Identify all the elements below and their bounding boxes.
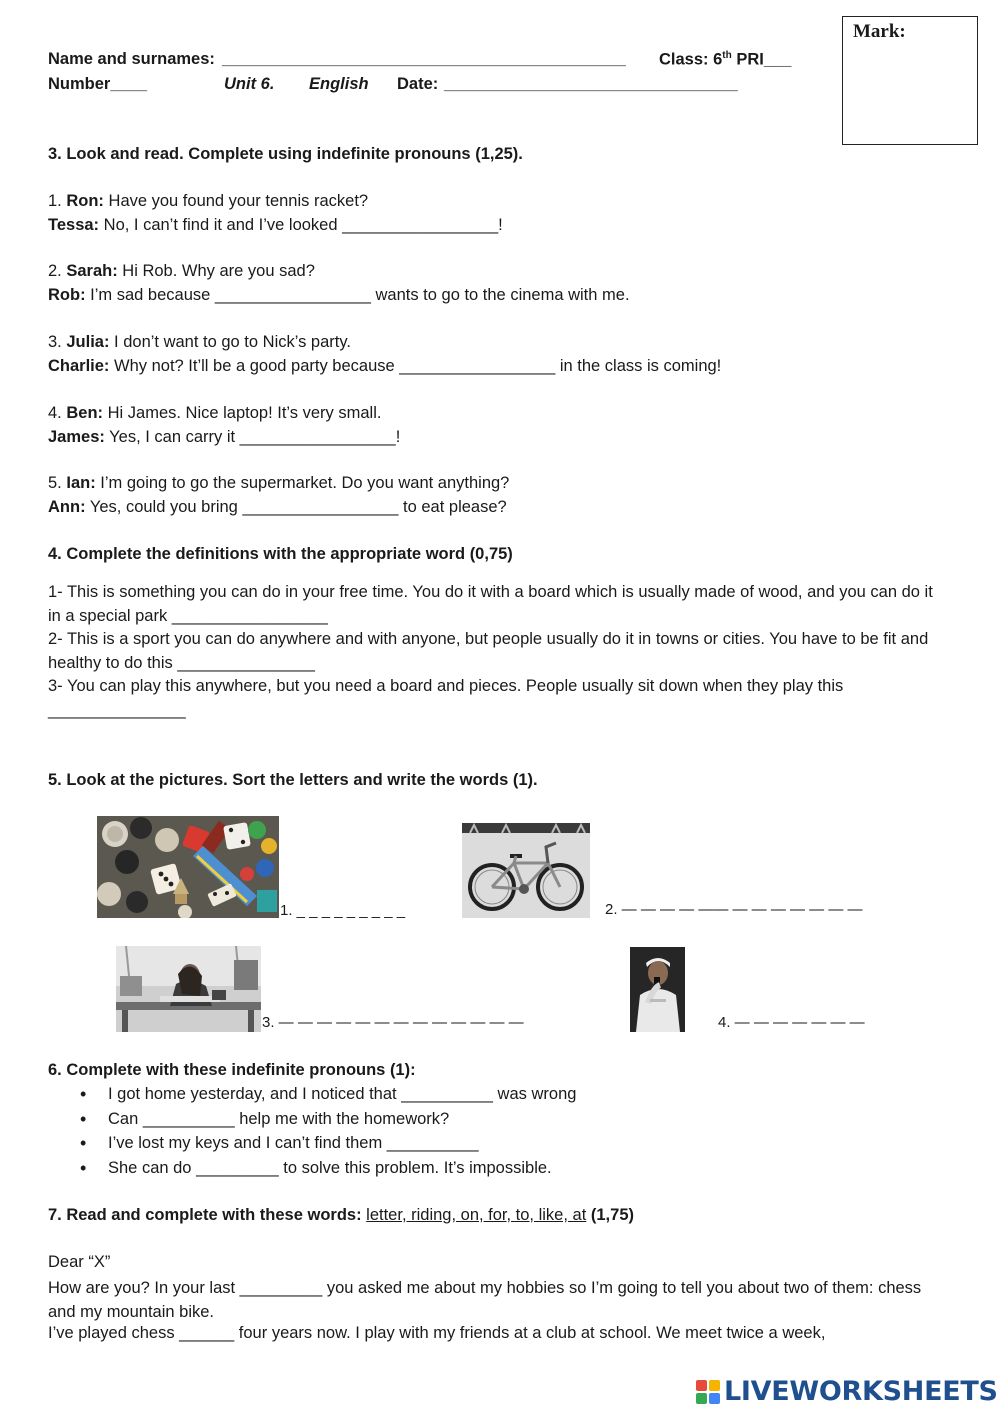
definition-1[interactable]: 1- This is something you can do in your free time. You do it with a board which is usually made of wood, and you can do it in a special park _________________ xyxy=(48,583,933,625)
dialogue-text: I’m going to go the supermarket. Do you want anything? xyxy=(95,474,510,492)
list-item[interactable]: • Can __________ help me with the homework? xyxy=(108,1107,576,1132)
speaker: Rob: xyxy=(48,286,86,304)
definition-3[interactable]: 3- You can play this anywhere, but you need a board and pieces. People usually sit down when they play this _______________ xyxy=(48,677,844,719)
speaker: Ben: xyxy=(66,404,104,422)
dialogue-5-line-1 xyxy=(48,474,509,493)
section7-score: (1,75) xyxy=(590,1206,634,1224)
caption-3[interactable]: 3. — — — — — — — — — — — — — xyxy=(262,1014,524,1031)
dialogue-1-num: 1. xyxy=(48,192,62,210)
dialogue-text[interactable]: Why not? It’ll be a good party because _________________ in the class is coming! xyxy=(109,357,722,375)
speaker: Julia: xyxy=(66,333,110,351)
name-blank[interactable]: ____________________________________________ xyxy=(222,50,626,68)
section4-title: 4. Complete the definitions with the appropriate word (0,75) xyxy=(48,545,513,563)
dialogue-5-num: 5. xyxy=(48,474,62,492)
dialogue-text: Hi James. Nice laptop! It’s very small. xyxy=(103,404,382,422)
speaker: James: xyxy=(48,428,105,446)
speaker: Sarah: xyxy=(66,262,118,280)
word-bank: letter, riding, on, for, to, like, at xyxy=(366,1206,587,1224)
section6-list xyxy=(48,1082,576,1180)
mark-box[interactable] xyxy=(842,16,978,145)
dialogue-3-line-1 xyxy=(48,333,351,352)
section6-title: 6. Complete with these indefinite pronouns (1): xyxy=(48,1061,416,1079)
definition-2[interactable]: 2- This is a sport you can do anywhere and with anyone, but people usually do it in towns or cities. You have to be fit and healthy to do this _______________ xyxy=(48,630,929,672)
dialogue-text[interactable]: No, I can’t find it and I’ve looked _________________! xyxy=(99,216,503,234)
rapper-illustration xyxy=(630,947,685,1032)
caption-1[interactable]: 1. _ _ _ _ _ _ _ _ _ xyxy=(280,902,406,919)
number-field[interactable]: Number____ xyxy=(48,75,148,93)
list-item[interactable]: • I’ve lost my keys and I can’t find them __________ xyxy=(108,1131,576,1156)
logo-square-red xyxy=(696,1380,707,1391)
rapper-image xyxy=(630,947,685,1032)
dialogue-3-num: 3. xyxy=(48,333,62,351)
class-field[interactable] xyxy=(659,50,791,70)
dialogue-text[interactable]: Yes, I can carry it _________________! xyxy=(104,428,401,446)
subject-label: English xyxy=(309,75,369,93)
name-label: Name and surnames: xyxy=(48,50,215,68)
list-item[interactable]: • I got home yesterday, and I noticed that __________ was wrong xyxy=(108,1082,576,1107)
liveworksheets-logo[interactable] xyxy=(696,1376,998,1407)
speaker: Tessa: xyxy=(48,216,100,234)
dialogue-text[interactable]: Yes, could you bring _________________ to eat please? xyxy=(85,498,507,516)
letter-paragraph-1[interactable]: How are you? In your last _________ you asked me about my hobbies so I’m going to tell you about two of them: chess and my mountain bike. xyxy=(48,1279,922,1321)
caption-2[interactable]: 2. — — — — —— — — — — — — — xyxy=(605,901,863,918)
section7-title-row xyxy=(48,1206,634,1225)
bicycle-image xyxy=(462,823,590,918)
logo-text: LIVEWORKSHEETS xyxy=(724,1376,998,1407)
dialogue-1-line-1 xyxy=(48,192,368,211)
dialogue-5-line-2[interactable] xyxy=(48,498,507,517)
dialogue-4-line-2[interactable] xyxy=(48,428,400,447)
dialogue-1-line-2[interactable] xyxy=(48,216,503,235)
dialogue-text: Have you found your tennis racket? xyxy=(103,192,369,210)
mark-label: Mark: xyxy=(853,21,906,42)
speaker: Charlie: xyxy=(48,357,110,375)
dialogue-text: I don’t want to go to Nick’s party. xyxy=(109,333,351,351)
date-blank[interactable]: ________________________________ xyxy=(444,75,738,93)
logo-square-yellow xyxy=(709,1380,720,1391)
section5-title: 5. Look at the pictures. Sort the letters and write the words (1). xyxy=(48,771,538,789)
speaker: Ron: xyxy=(66,192,104,210)
list-item[interactable]: • She can do _________ to solve this problem. It’s impossible. xyxy=(108,1156,576,1181)
logo-icon xyxy=(696,1380,720,1404)
board-games-illustration xyxy=(97,816,279,918)
dialogue-2-num: 2. xyxy=(48,262,62,280)
letter-greeting: Dear “X” xyxy=(48,1253,111,1271)
section7-title: 7. Read and complete with these words: xyxy=(48,1206,362,1224)
unit-label: Unit 6. xyxy=(224,75,275,93)
speaker: Ian: xyxy=(66,474,96,492)
class-sup: th xyxy=(722,50,732,61)
speaker: Ann: xyxy=(48,498,86,516)
logo-square-blue xyxy=(709,1393,720,1404)
board-games-image xyxy=(97,816,279,918)
dialogue-text: Hi Rob. Why are you sad? xyxy=(117,262,315,280)
class-suffix: PRI___ xyxy=(731,50,792,69)
dialogue-3-line-2[interactable] xyxy=(48,357,721,376)
dialogue-4-line-1 xyxy=(48,404,381,423)
dialogue-2-line-1 xyxy=(48,262,315,281)
crafting-image xyxy=(116,946,261,1032)
caption-4[interactable]: 4. — — — — — — — xyxy=(718,1014,865,1031)
dialogue-text[interactable]: I’m sad because _________________ wants to go to the cinema with me. xyxy=(85,286,630,304)
class-label: Class: 6 xyxy=(659,50,723,69)
section3-title: 3. Look and read. Complete using indefinite pronouns (1,25). xyxy=(48,145,523,163)
dialogue-2-line-2[interactable] xyxy=(48,286,630,305)
dialogue-4-num: 4. xyxy=(48,404,62,422)
bicycle-illustration xyxy=(462,823,590,918)
date-label: Date: xyxy=(397,75,439,93)
letter-paragraph-2[interactable]: I’ve played chess ______ four years now. I play with my friends at a club at school. We meet twice a week, xyxy=(48,1324,826,1342)
crafting-illustration xyxy=(116,946,261,1032)
logo-square-green xyxy=(696,1393,707,1404)
